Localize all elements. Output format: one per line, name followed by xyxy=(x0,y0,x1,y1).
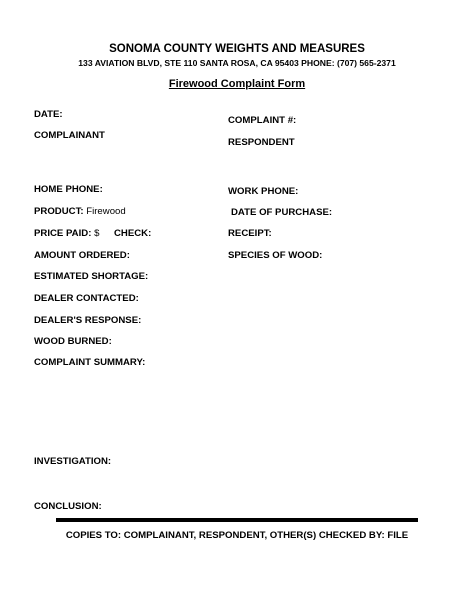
field-conclusion: CONCLUSION: xyxy=(34,501,102,512)
footer-divider xyxy=(56,518,418,522)
field-respondent: RESPONDENT xyxy=(228,137,295,148)
field-estimated-shortage: ESTIMATED SHORTAGE: xyxy=(34,271,149,282)
field-complaint-number: COMPLAINT #: xyxy=(228,115,297,126)
field-home-phone: HOME PHONE: xyxy=(34,184,103,195)
field-complaint-summary: COMPLAINT SUMMARY: xyxy=(34,357,146,368)
field-price-paid-value: $ xyxy=(94,228,100,239)
field-date-of-purchase: DATE OF PURCHASE: xyxy=(231,207,333,218)
field-species-of-wood: SPECIES OF WOOD: xyxy=(228,250,323,261)
form-title: Firewood Complaint Form xyxy=(168,78,306,90)
copies-to-line: COPIES TO: COMPLAINANT, RESPONDENT, OTHER(S) CHECKED BY: FILE xyxy=(65,530,409,541)
field-check: CHECK: xyxy=(114,228,152,239)
field-dealer-contacted: DEALER CONTACTED: xyxy=(34,293,139,304)
field-work-phone: WORK PHONE: xyxy=(228,186,299,197)
organization-name: SONOMA COUNTY WEIGHTS AND MEASURES xyxy=(109,43,365,55)
field-dealers-response: DEALER'S RESPONSE: xyxy=(34,315,142,326)
field-wood-burned: WOOD BURNED: xyxy=(34,336,112,347)
field-product xyxy=(34,206,126,217)
field-price-paid xyxy=(34,228,99,239)
field-product-label: PRODUCT: xyxy=(34,206,84,217)
field-receipt: RECEIPT: xyxy=(228,228,272,239)
field-date: DATE: xyxy=(34,109,63,120)
field-product-value: Firewood xyxy=(86,206,126,217)
field-amount-ordered: AMOUNT ORDERED: xyxy=(34,250,130,261)
field-price-paid-label: PRICE PAID: xyxy=(34,228,92,239)
field-complainant: COMPLAINANT xyxy=(34,130,105,141)
field-investigation: INVESTIGATION: xyxy=(34,456,112,467)
organization-address: 133 AVIATION BLVD, STE 110 SANTA ROSA, CA 95403 PHONE: (707) 565-2371 xyxy=(78,58,396,68)
